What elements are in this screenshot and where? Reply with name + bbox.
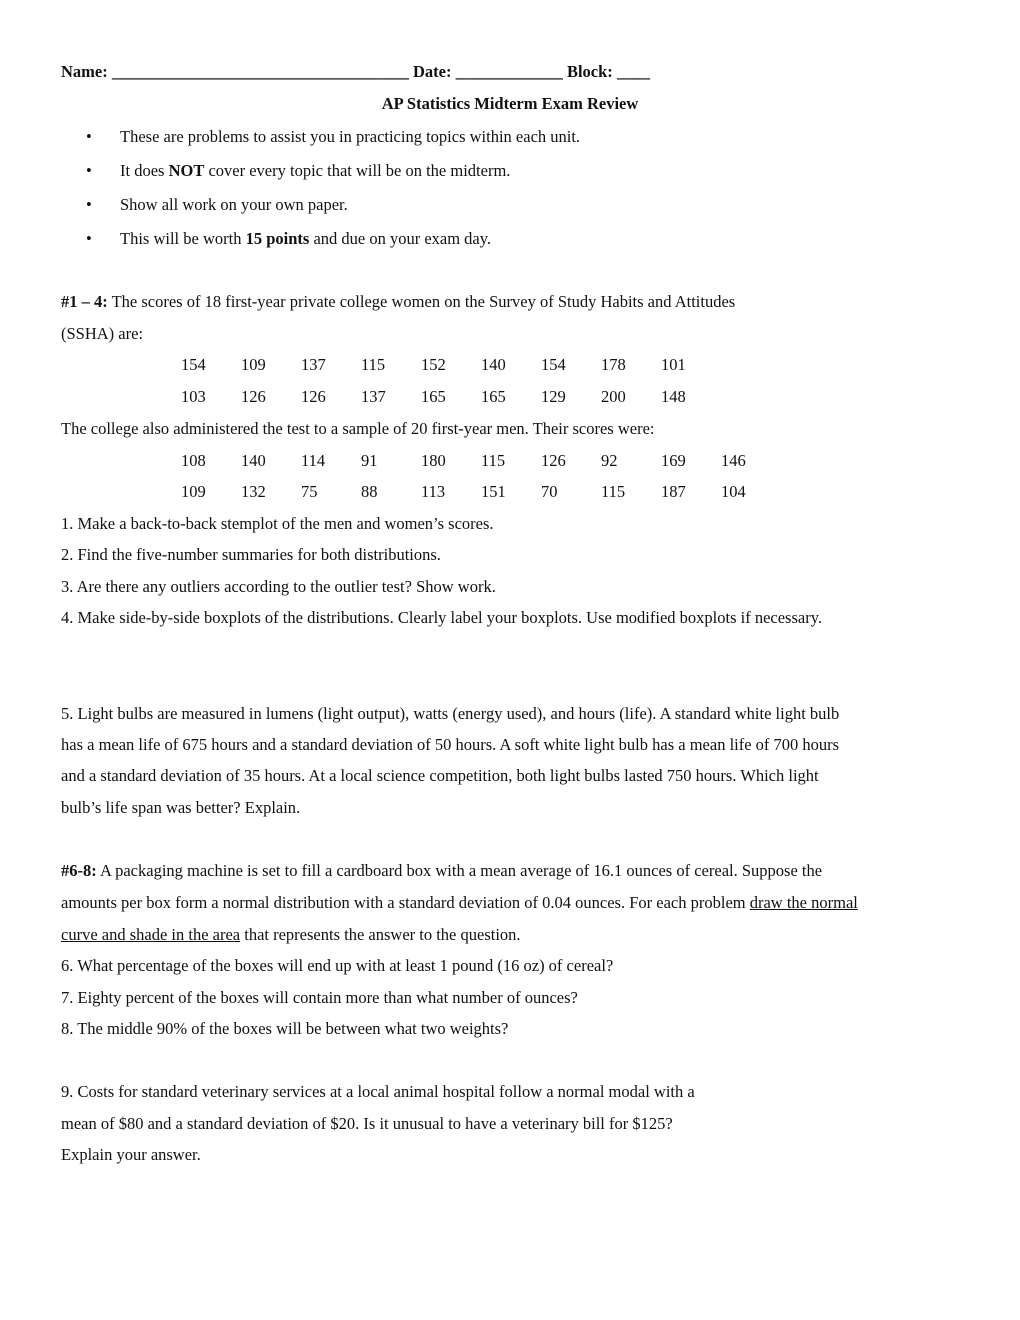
q1-4-intro xyxy=(61,292,735,312)
q1-4-intro-cont: (SSHA) are: xyxy=(61,324,144,343)
bullet-text: cover every topic that will be on the midterm. xyxy=(204,161,511,180)
score-cell: 151 xyxy=(481,482,506,501)
score-cell: 101 xyxy=(661,355,686,374)
men-intro: The college also administered the test to a sample of 20 first-year men. Their scores were: xyxy=(61,419,655,438)
question-emphasis: draw the normal xyxy=(749,893,858,912)
score-cell: 178 xyxy=(601,355,626,374)
score-cell: 129 xyxy=(541,387,566,406)
bullet-text: These are problems to assist you in practicing topics within each unit. xyxy=(120,127,581,146)
date-blank[interactable]: _____________ xyxy=(455,62,563,81)
q5-line-2: has a mean life of 675 hours and a standard deviation of 50 hours. A soft white light bulb has a mean life of 700 hours xyxy=(61,735,840,754)
bullet-icon: • xyxy=(86,195,92,214)
score-cell: 115 xyxy=(361,355,386,374)
bullet-item xyxy=(86,229,491,249)
score-cell: 126 xyxy=(541,451,566,470)
score-cell: 154 xyxy=(541,355,566,374)
bullet-text: This will be worth xyxy=(120,229,246,248)
bullet-icon: • xyxy=(86,161,92,180)
score-cell: 104 xyxy=(721,482,746,501)
q5-line-1: 5. Light bulbs are measured in lumens (light output), watts (energy used), and hours (life). A standard white light bulb xyxy=(61,704,840,723)
score-cell: 126 xyxy=(241,387,266,406)
date-label: Date: xyxy=(412,62,452,81)
bullet-text: and due on your exam day. xyxy=(309,229,492,248)
bullet-text: It does xyxy=(120,161,169,180)
score-cell: 165 xyxy=(421,387,446,406)
name-blank[interactable]: ____________________________________ xyxy=(111,62,409,81)
score-cell: 70 xyxy=(541,482,558,501)
question-label: #1 – 4: xyxy=(61,292,108,311)
score-cell: 148 xyxy=(661,387,686,406)
question-item-4: 4. Make side-by-side boxplots of the distributions. Clearly label your boxplots. Use modified boxplots if necessary. xyxy=(61,608,823,627)
q6-8-line-3 xyxy=(61,925,521,945)
score-cell: 108 xyxy=(181,451,206,470)
score-cell: 200 xyxy=(601,387,626,406)
bullet-emphasis: 15 points xyxy=(245,229,310,248)
question-item-2: 2. Find the five-number summaries for both distributions. xyxy=(61,545,441,564)
score-cell: 169 xyxy=(661,451,686,470)
score-cell: 187 xyxy=(661,482,686,501)
score-cell: 91 xyxy=(361,451,378,470)
bullet-item xyxy=(86,195,348,215)
score-cell: 109 xyxy=(241,355,266,374)
score-cell: 180 xyxy=(421,451,446,470)
question-text: that represents the answer to the question. xyxy=(240,925,521,944)
score-cell: 140 xyxy=(481,355,506,374)
question-label: #6-8: xyxy=(61,861,97,880)
score-cell: 152 xyxy=(421,355,446,374)
score-cell: 165 xyxy=(481,387,506,406)
score-cell: 103 xyxy=(181,387,206,406)
question-emphasis: curve and shade in the area xyxy=(61,925,241,944)
score-cell: 146 xyxy=(721,451,746,470)
score-cell: 113 xyxy=(421,482,446,501)
score-cell: 132 xyxy=(241,482,266,501)
score-cell: 137 xyxy=(301,355,326,374)
q5-line-3: and a standard deviation of 35 hours. At a local science competition, both light bulbs lasted 750 hours. Which light xyxy=(61,766,819,785)
question-text: amounts per box form a normal distribution with a standard deviation of 0.04 ounces. For each problem xyxy=(61,893,750,912)
bullet-icon: • xyxy=(86,229,92,248)
bullet-item xyxy=(86,127,580,147)
bullet-icon: • xyxy=(86,127,92,146)
q6-8-line-2 xyxy=(61,893,858,913)
header-line xyxy=(61,62,650,82)
block-blank[interactable]: ____ xyxy=(616,62,650,81)
question-text: A packaging machine is set to fill a cardboard box with a mean average of 16.1 ounces of cereal. Suppose the xyxy=(96,861,823,880)
score-cell: 75 xyxy=(301,482,318,501)
men-scores-row-2 xyxy=(181,482,781,502)
bullet-emphasis: NOT xyxy=(168,161,205,180)
q5-line-4: bulb’s life span was better? Explain. xyxy=(61,798,301,817)
score-cell: 126 xyxy=(301,387,326,406)
score-cell: 92 xyxy=(601,451,618,470)
women-scores-row-1 xyxy=(181,355,721,375)
score-cell: 88 xyxy=(361,482,378,501)
score-cell: 137 xyxy=(361,387,386,406)
question-item-6: 6. What percentage of the boxes will end up with at least 1 pound (16 oz) of cereal? xyxy=(61,956,614,975)
score-cell: 115 xyxy=(481,451,506,470)
bullet-item xyxy=(86,161,510,181)
score-cell: 114 xyxy=(301,451,326,470)
men-scores-row-1 xyxy=(181,451,781,471)
bullet-text: Show all work on your own paper. xyxy=(120,195,348,214)
question-item-7: 7. Eighty percent of the boxes will contain more than what number of ounces? xyxy=(61,988,578,1007)
question-item-1: 1. Make a back-to-back stemplot of the men and women’s scores. xyxy=(61,514,494,533)
women-scores-row-2 xyxy=(181,387,721,407)
q9-line-3: Explain your answer. xyxy=(61,1145,201,1164)
score-cell: 140 xyxy=(241,451,266,470)
q9-line-1: 9. Costs for standard veterinary services at a local animal hospital follow a normal modal with a xyxy=(61,1082,695,1101)
question-text: The scores of 18 first-year private college women on the Survey of Study Habits and Attitudes xyxy=(107,292,736,311)
score-cell: 115 xyxy=(601,482,626,501)
q9-line-2: mean of $80 and a standard deviation of $20. Is it unusual to have a veterinary bill for $125? xyxy=(61,1114,673,1133)
block-label: Block: xyxy=(566,62,613,81)
score-cell: 109 xyxy=(181,482,206,501)
q6-8-intro xyxy=(61,861,822,881)
score-cell: 154 xyxy=(181,355,206,374)
question-item-8: 8. The middle 90% of the boxes will be between what two weights? xyxy=(61,1019,509,1038)
question-item-3: 3. Are there any outliers according to the outlier test? Show work. xyxy=(61,577,496,596)
name-label: Name: xyxy=(61,62,108,81)
page-title: AP Statistics Midterm Exam Review xyxy=(381,94,639,113)
